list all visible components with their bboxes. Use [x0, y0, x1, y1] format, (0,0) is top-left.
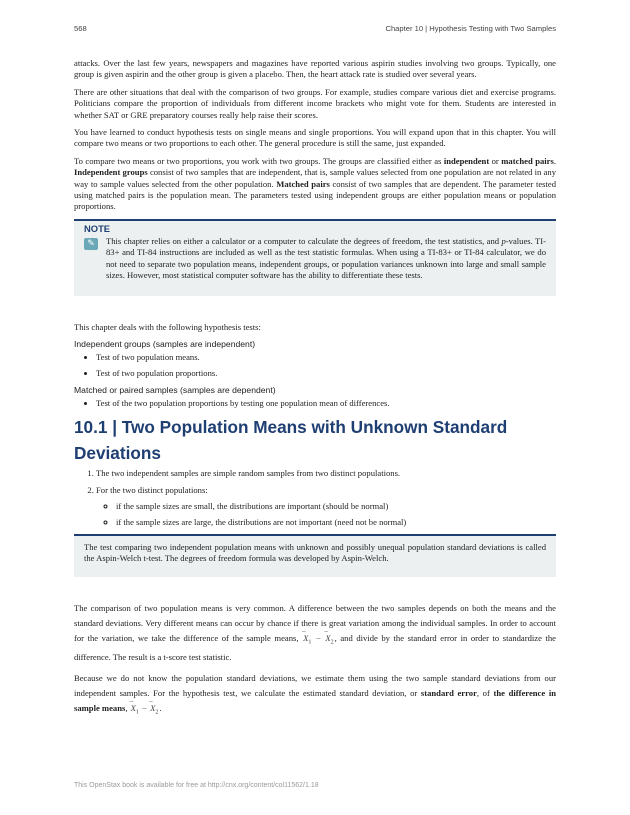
p4-text-c: or [489, 155, 502, 166]
p4-text-e: . [553, 155, 556, 166]
page-content [74, 58, 556, 727]
note-text-b: -values. TI-83+ and TI-84 instructions are included as well as the test statistic formulas. When using a TI-83+ or TI-84 calculator, we do not need to separate two population means, independent groups, or population variances unknown into large and small sample sizes. However, most statistical computer software has the ability to differentiate these tests. [106, 235, 546, 281]
term-standard-error: standard error [420, 688, 477, 699]
list-item [96, 485, 556, 529]
period: . [159, 703, 162, 714]
p4-text-i: consist of two samples that are dependent. The parameter tested using matched pairs is the population mean. The parameters tested using independent groups are either population means or population proportions. [74, 178, 556, 212]
section-title: 10.1 | Two Population Means with Unknown Standard Deviations [74, 417, 508, 464]
list-item: • Test of two population proportions. [96, 368, 556, 379]
se-text-a: Because we do not know the population standard deviations, we estimate them using the two sample standard deviations from our independent samples. For the hypothesis test, we calculate the estimated standard deviation, or [74, 673, 556, 699]
term-independent: independent [443, 155, 490, 166]
list-item: 1. The two independent samples are simple random samples from two distinct populations. [96, 468, 556, 479]
p4-text-a: To compare two means or two proportions, you work with two groups. The groups are classified either as [74, 155, 444, 166]
sample-mean-difference-formula [302, 632, 335, 646]
conditions-list [74, 468, 556, 529]
matched-pairs-heading: Matched or paired samples (samples are dependent) [74, 384, 276, 395]
sub-list-item: ◦ if the sample sizes are large, the distributions are not important (need not be normal) [116, 517, 556, 528]
intro-paragraph-2: There are other situations that deal with the comparison of two groups. For example, studies compare various diet and exercise programs. Politicians compare the proportion of individuals from different income brackets who might vote for them. Students are interested in whether SAT or GRE preparatory courses really help raise their scores. [74, 86, 556, 120]
list-item: • Test of the two population proportions by testing one population mean of differences. [96, 398, 556, 409]
note-box [74, 219, 556, 296]
page-header [74, 24, 556, 33]
independent-groups-list [74, 352, 556, 380]
se-text-e: , [125, 703, 128, 714]
standard-error-paragraph [74, 671, 556, 721]
minus-sign: − [315, 632, 321, 643]
term-difference-in-sample-means: the difference in sample means [74, 688, 556, 714]
note-title: NOTE [84, 222, 111, 234]
list-item-text: For the two distinct populations: [96, 484, 208, 495]
independent-groups-heading: Independent groups (samples are independent) [74, 338, 256, 349]
matched-pairs-list [74, 398, 556, 409]
term-independent-groups: Independent groups [74, 167, 148, 178]
intro-paragraph-1: attacks. Over the last few years, newspapers and magazines have reported various aspirin studies involving two groups. Typically, one group is given aspirin and the other group is given a placebo. Then, the heart attack rate is studied over several years. [74, 58, 556, 80]
comparison-text-a: The comparison of two population means is very common. A difference between the two samples depends on both the means and the standard deviations. Very different means can occur by chance if there is great variation among the individual samples. In order to account for the variation, we take the difference of the sample means, [74, 602, 556, 643]
sample-mean-difference-formula-2 [130, 703, 160, 716]
chapter-title: Chapter 10 | Hypothesis Testing with Two Samples [385, 24, 556, 33]
note-body [84, 236, 546, 282]
tests-intro: This chapter deals with the following hypothesis tests: [74, 321, 261, 332]
term-matched-pairs-2: Matched pairs [276, 178, 330, 189]
se-text-c: , of [476, 688, 494, 699]
p4-text-g: consist of two samples that are independent, that is, sample values selected from one population are not related in any way to sample values selected from the other population. [74, 167, 556, 189]
intro-paragraph-4 [74, 156, 556, 213]
x-bar-2: – $X_2$ [149, 701, 159, 721]
note-p-italic: p [501, 235, 506, 246]
term-matched-pairs: matched pairs [501, 155, 554, 166]
list-item: • Test of two population means. [96, 352, 556, 363]
sub-list-item: ◦ if the sample sizes are small, the distributions are important (should be normal) [116, 501, 556, 512]
intro-paragraph-3: You have learned to conduct hypothesis tests on single means and single proportions. You will expand upon that in this chapter. You will compare two means or two proportions to each other. The general procedure is still the same, just expanded. [74, 127, 556, 149]
minus-sign: − [142, 703, 147, 714]
comparison-text-b: , and divide by the standard error in order to standardize the difference. The result is a t-score test statistic. [74, 632, 556, 663]
x-bar-1: – $X_1$ [130, 701, 140, 721]
note-text-a: This chapter relies on either a calculator or a computer to calculate the degrees of freedom, the test statistics, and [106, 235, 502, 246]
pencil-note-icon: ✎ [84, 238, 98, 250]
page-number: 568 [74, 24, 87, 33]
sub-list [96, 501, 556, 529]
x-bar-1: – $X_1$ [302, 631, 312, 651]
page-footer: This OpenStax book is available for free at http://cnx.org/content/col11562/1.18 [74, 782, 319, 789]
comparison-paragraph [74, 601, 556, 666]
aspin-welch-box: The test comparing two independent population means with unknown and possibly unequal population standard deviations is called the Aspin-Welch t-test. The degrees of freedom formula was developed by Aspin-Welch. [74, 534, 556, 577]
x-bar-2: – $X_2$ [324, 631, 334, 651]
